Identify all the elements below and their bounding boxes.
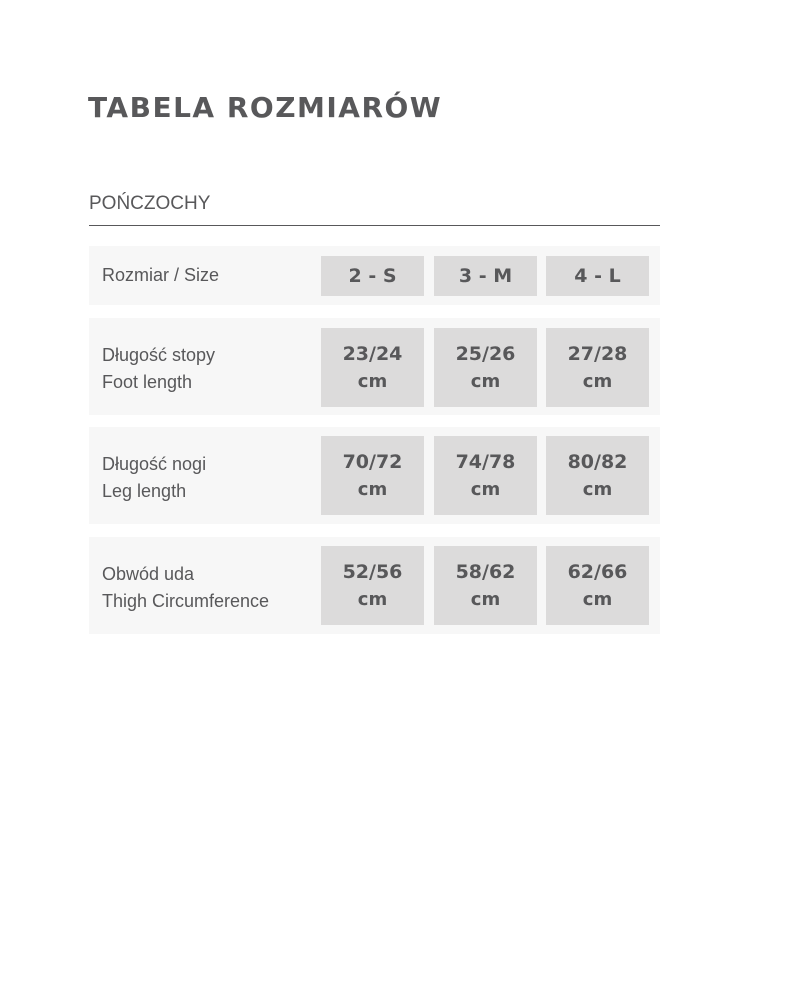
page-title: TABELA ROZMIARÓW bbox=[88, 91, 443, 124]
size-value: 4 - L bbox=[574, 264, 621, 287]
size-header-label: Rozmiar / Size bbox=[102, 265, 220, 285]
value-unit: cm bbox=[470, 588, 501, 610]
value-unit: cm bbox=[357, 588, 388, 610]
value-cell bbox=[434, 328, 537, 407]
row-label bbox=[102, 561, 269, 615]
value-unit: cm bbox=[582, 588, 613, 610]
value-unit: cm bbox=[357, 478, 388, 500]
value-range: 52/56 bbox=[342, 560, 403, 583]
value-range: 27/28 bbox=[567, 342, 628, 365]
value-unit: cm bbox=[357, 370, 388, 392]
value-unit: cm bbox=[582, 370, 613, 392]
value-range: 74/78 bbox=[455, 450, 516, 473]
row-label-en: Thigh Circumference bbox=[102, 591, 270, 611]
size-cell-m bbox=[434, 256, 537, 296]
value-cell bbox=[546, 328, 649, 407]
row-label bbox=[102, 342, 215, 396]
value-cell bbox=[434, 436, 537, 515]
value-range: 80/82 bbox=[567, 450, 628, 473]
value-unit: cm bbox=[470, 478, 501, 500]
value-cell bbox=[546, 546, 649, 625]
row-label-pl: Długość stopy bbox=[102, 345, 216, 365]
value-range: 70/72 bbox=[342, 450, 403, 473]
value-cell bbox=[321, 436, 424, 515]
row-label-en: Leg length bbox=[102, 481, 187, 501]
value-cell bbox=[546, 436, 649, 515]
size-value: 2 - S bbox=[348, 264, 397, 287]
row-label-en: Foot length bbox=[102, 372, 193, 392]
value-cell bbox=[321, 546, 424, 625]
value-range: 62/66 bbox=[567, 560, 628, 583]
size-cell-l bbox=[546, 256, 649, 296]
row-label-pl: Obwód uda bbox=[102, 564, 195, 584]
value-cell bbox=[321, 328, 424, 407]
row-label bbox=[102, 451, 206, 505]
value-unit: cm bbox=[582, 478, 613, 500]
row-label-pl: Długość nogi bbox=[102, 454, 207, 474]
size-value: 3 - M bbox=[458, 264, 513, 287]
value-range: 58/62 bbox=[455, 560, 516, 583]
value-range: 23/24 bbox=[342, 342, 403, 365]
thigh-circumference-row bbox=[89, 537, 660, 634]
section-divider bbox=[89, 225, 660, 226]
section-title: POŃCZOCHY bbox=[89, 193, 211, 214]
leg-length-row bbox=[89, 427, 660, 524]
value-cell bbox=[434, 546, 537, 625]
size-cell-s bbox=[321, 256, 424, 296]
value-unit: cm bbox=[470, 370, 501, 392]
size-header-row bbox=[89, 246, 660, 305]
foot-length-row bbox=[89, 318, 660, 415]
value-range: 25/26 bbox=[455, 342, 516, 365]
